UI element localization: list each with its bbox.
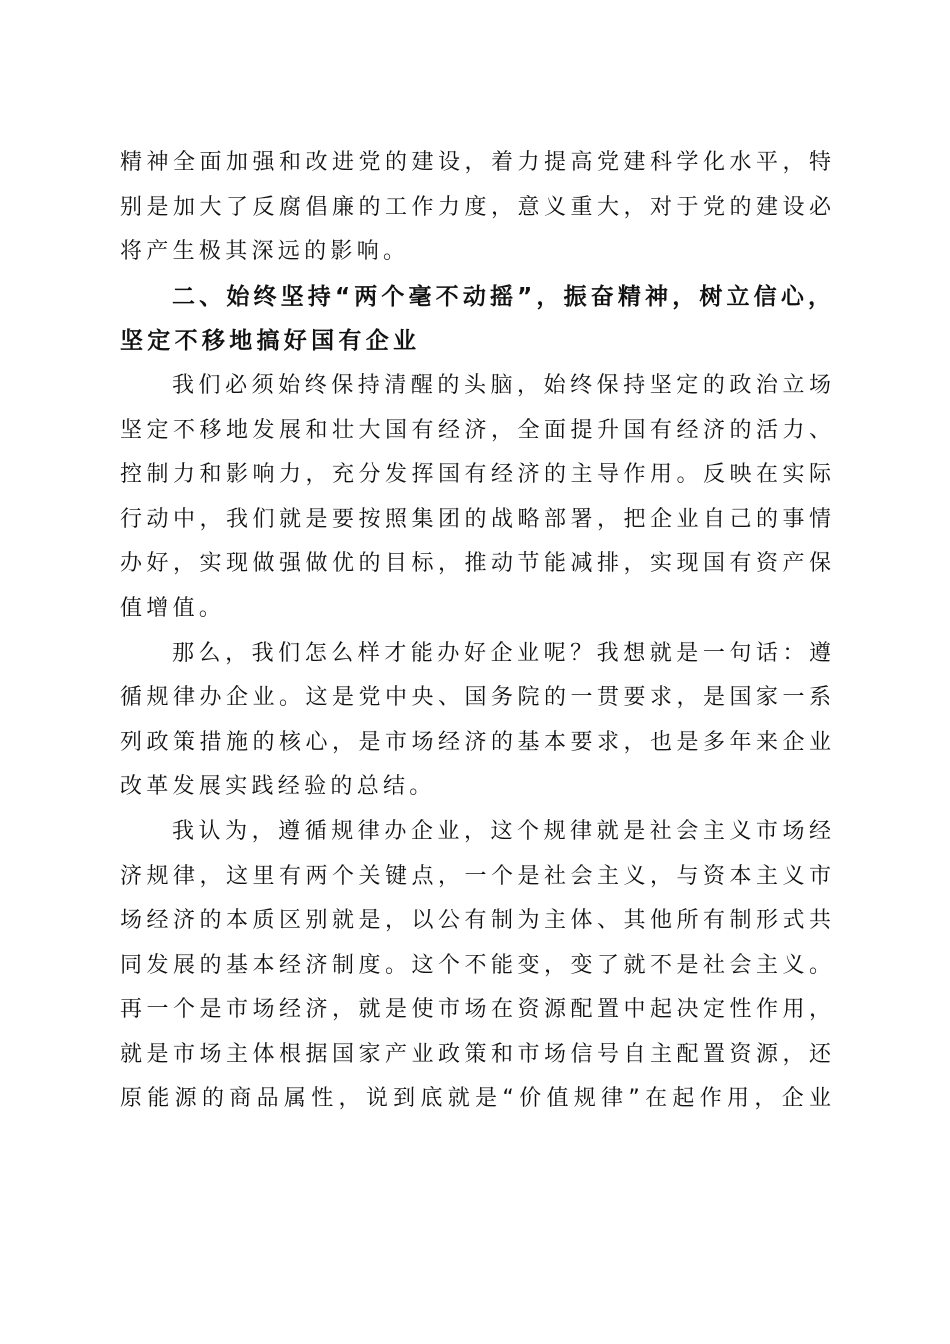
text-line: 行动中，我们就是要按照集团的战略部署，把企业自己的事情 [120, 506, 831, 532]
text-line: 值增值。 [120, 595, 226, 621]
text-line: 我认为，遵循规律办企业，这个规律就是社会主义市场经 [172, 818, 831, 844]
section-heading [120, 275, 831, 364]
text-line: 坚定不移地搞好国有企业 [120, 328, 421, 355]
text-line: 别是加大了反腐倡廉的工作力度，意义重大，对于党的建设必 [120, 194, 831, 220]
text-line: 场经济的本质区别就是，以公有制为主体、其他所有制形式共 [120, 908, 831, 934]
text-line: 精神全面加强和改进党的建设，着力提高党建科学化水平，特 [120, 150, 831, 175]
text-line: 办好，实现做强做优的目标，推动节能减排，实现国有资产保 [120, 551, 831, 577]
paragraph [120, 632, 831, 810]
document-page [120, 141, 831, 1122]
paragraph [120, 364, 831, 632]
text-line: 就是市场主体根据国家产业政策和市场信号自主配置资源，还 [120, 1041, 831, 1067]
text-line: 循规律办企业。这是党中央、国务院的一贯要求，是国家一系 [120, 685, 831, 711]
text-line: 坚定不移地发展和壮大国有经济，全面提升国有经济的活力、 [120, 417, 831, 443]
text-line: 原能源的商品属性，说到底就是“价值规律”在起作用，企业 [120, 1086, 831, 1112]
text-line: 改革发展实践经验的总结。 [120, 774, 436, 800]
text-line: 同发展的基本经济制度。这个不能变，变了就不是社会主义。 [120, 952, 831, 978]
text-line: 列政策措施的核心，是市场经济的基本要求，也是多年来企业 [120, 729, 831, 755]
text-line: 再一个是市场经济，就是使市场在资源配置中起决定性作用， [120, 997, 831, 1023]
text-line: 将产生极其深远的影响。 [120, 239, 410, 265]
text-line: 济规律，这里有两个关键点，一个是社会主义，与资本主义市 [120, 863, 831, 889]
text-line: 那么，我们怎么样才能办好企业呢？我想就是一句话：遵 [172, 640, 831, 666]
paragraph [120, 141, 831, 275]
text-line: 二、始终坚持“两个毫不动摇”，振奋精神，树立信心， [172, 283, 831, 310]
text-line: 我们必须始终保持清醒的头脑，始终保持坚定的政治立场 [172, 372, 831, 398]
paragraph [120, 810, 831, 1122]
text-line: 控制力和影响力，充分发挥国有经济的主导作用。反映在实际 [120, 462, 831, 488]
